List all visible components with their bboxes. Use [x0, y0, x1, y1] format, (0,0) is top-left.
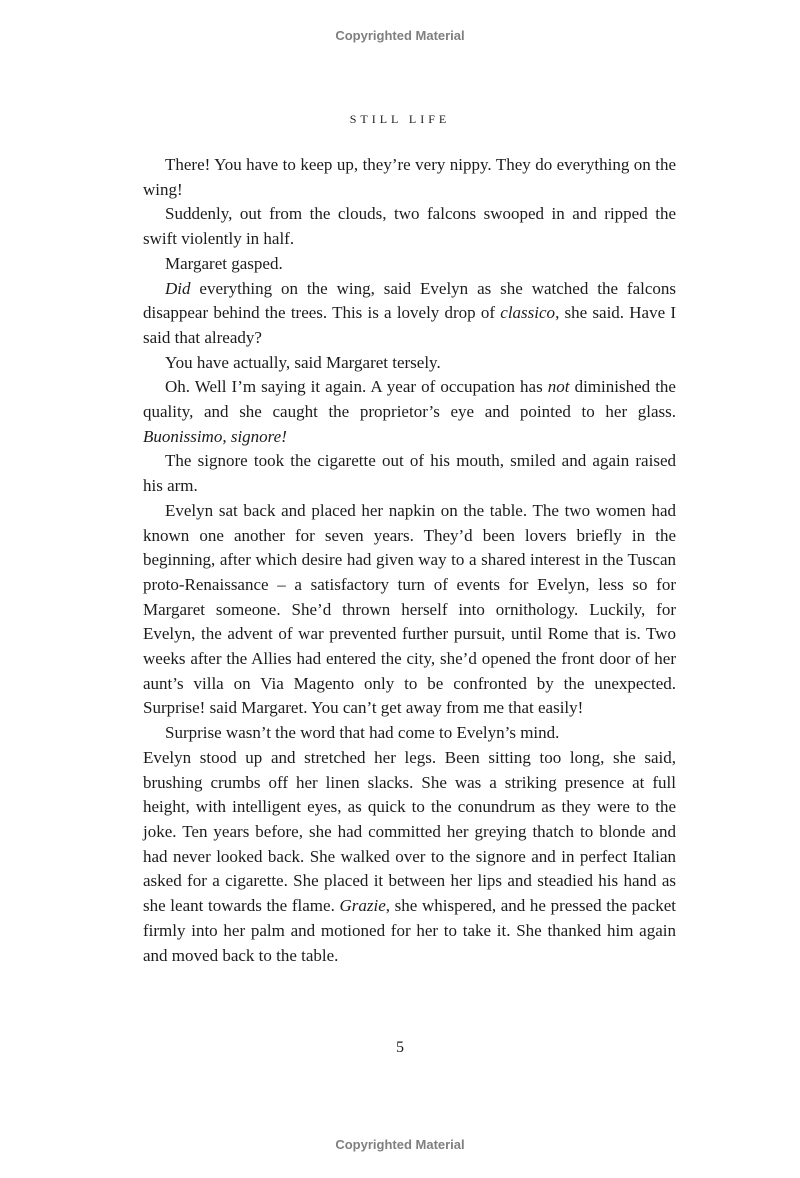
- body-text: [143, 153, 676, 968]
- copyright-notice-top: Copyrighted Material: [335, 28, 465, 43]
- paragraph: Evelyn sat back and placed her napkin on the table. The two women had known one another for seven years. They’d been lovers briefly in the beginning, after which desire had given way to a shared interest in the Tuscan proto-Renaissance – a satisfactory turn of events for Evelyn, less so for Margaret someone. She’d thrown herself into ornithology. Luckily, for Evelyn, the advent of war prevented further pursuit, until Rome that is. Two weeks after the Allies had entered the city, she’d opened the front door of her aunt’s villa on Via Magento only to be confronted by the unexpected. Surprise! said Margaret. You can’t get away from me that easily!: [143, 500, 676, 718]
- paragraph: Margaret gasped.: [165, 253, 283, 273]
- paragraph: Suddenly, out from the clouds, two falcons swooped in and ripped the swift violently in half.: [143, 204, 676, 249]
- paragraph: Evelyn stood up and stretched her legs. Been sitting too long, she said, brushing crumbs off her linen slacks. She was a striking presence at full height, with intelligent eyes, as quick to the conundrum as they were to the joke. Ten years before, she had committed her greying thatch to blonde and had never looked back. She walked over to the signore and in perfect Italian asked for a cigarette. She placed it between her lips and steadied his hand as she leant towards the flame. Grazie, she whispered, and he pressed the packet firmly into her palm and motioned for her to take it. She thanked him again and moved back to the table.: [143, 747, 676, 965]
- running-head: STILL LIFE: [349, 112, 451, 126]
- page-number: 5: [396, 1039, 404, 1056]
- paragraph: Did everything on the wing, said Evelyn as she watched the falcons disappear behind the trees. This is a lovely drop of classico, she said. Have I said that already?: [143, 278, 676, 347]
- paragraph: There! You have to keep up, they’re very nippy. They do everything on the wing!: [143, 155, 676, 199]
- paragraph: Oh. Well I’m saying it again. A year of occupation has not diminished the quality, and she caught the proprietor’s eye and pointed to her glass. Buonissimo, signore!: [143, 377, 676, 446]
- copyright-notice-bottom: Copyrighted Material: [335, 1137, 465, 1152]
- paragraph: Surprise wasn’t the word that had come to Evelyn’s mind.: [165, 723, 560, 743]
- paragraph: The signore took the cigarette out of his mouth, smiled and again raised his arm.: [143, 451, 676, 496]
- paragraph: You have actually, said Margaret tersely.: [165, 352, 441, 372]
